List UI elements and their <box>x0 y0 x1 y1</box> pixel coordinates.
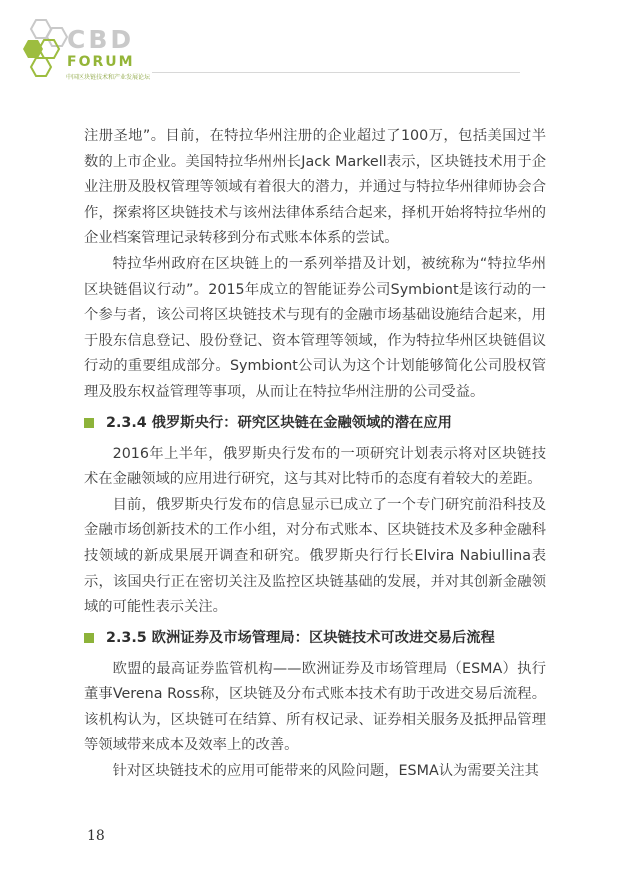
heading-bullet-square-icon <box>84 633 94 643</box>
section-heading-2-3-4 <box>84 411 546 436</box>
paragraph: 目前，俄罗斯央行发布的信息显示已成立了一个专门研究前沿科技及金融市场创新技术的工作小组，对分布式账本、区块链技术及多种金融科技领域的新成果展开调查和研究。俄罗斯央行行长Elvira Nabiullina表示，该国央行正在密切关注及监控区块链基础的发展，并对其创新金融领域的可能性表示关注。 <box>84 496 546 616</box>
page-header <box>0 0 640 90</box>
logo-wordmark-forum: FORUM <box>67 54 135 70</box>
section-heading-text: 2.3.4 俄罗斯央行：研究区块链在金融领域的潜在应用 <box>106 414 452 431</box>
paragraph: 欧盟的最高证券监管机构——欧洲证券及市场管理局（ESMA）执行董事Verena Ross称，区块链及分布式账本技术有助于改进交易后流程。该机构认为，区块链可在结算、所有权记录、证券相关服务及抵押品管理等领域带来成本及效率上的改善。 <box>84 660 546 754</box>
paragraph: 针对区块链技术的应用可能带来的风险问题，ESMA认为需要关注其 <box>112 763 539 780</box>
heading-bullet-square-icon <box>84 418 94 428</box>
body-text <box>84 124 546 785</box>
logo-subtitle: 中国区块链技术和产业发展论坛 <box>66 74 151 81</box>
section-heading-text: 2.3.5 欧洲证券及市场管理局：区块链技术可改进交易后流程 <box>106 629 495 646</box>
logo-wordmark-cbd: CBD <box>67 25 135 54</box>
paragraph: 注册圣地”。目前，在特拉华州注册的企业超过了100万，包括美国过半数的上市企业。美国特拉华州州长Jack Markell表示，区块链技术用于企业注册及股权管理等领域有着很大的潜力，并通过与特拉华州律师协会合作，探索将区块链技术与该州法律体系结合起来，择机开始将特拉华州的企业档案管理记录转移到分布式账本体系的尝试。 <box>84 128 546 247</box>
hexagon-cluster-logo-icon <box>22 18 68 78</box>
page-number: 18 <box>87 828 105 844</box>
paragraph: 2016年上半年，俄罗斯央行发布的一项研究计划表示将对区块链技术在金融领域的应用进行研究，这与其对比特币的态度有着较大的差距。 <box>84 445 546 488</box>
section-heading-2-3-5 <box>84 626 546 651</box>
paragraph: 特拉华州政府在区块链上的一系列举措及计划，被统称为“特拉华州区块链倡议行动”。2015年成立的智能证券公司Symbiont是该行动的一个参与者，该公司将区块链技术与现有的金融市场基础设施结合起来，用于股东信息登记、股份登记、资本管理等领域，作为特拉华州区块链倡议行动的重要组成部分。Symbiont公司认为这个计划能够简化公司股权管理及股东权益管理等事项，从而让在特拉华州注册的公司受益。 <box>84 255 546 400</box>
header-divider <box>152 72 520 73</box>
